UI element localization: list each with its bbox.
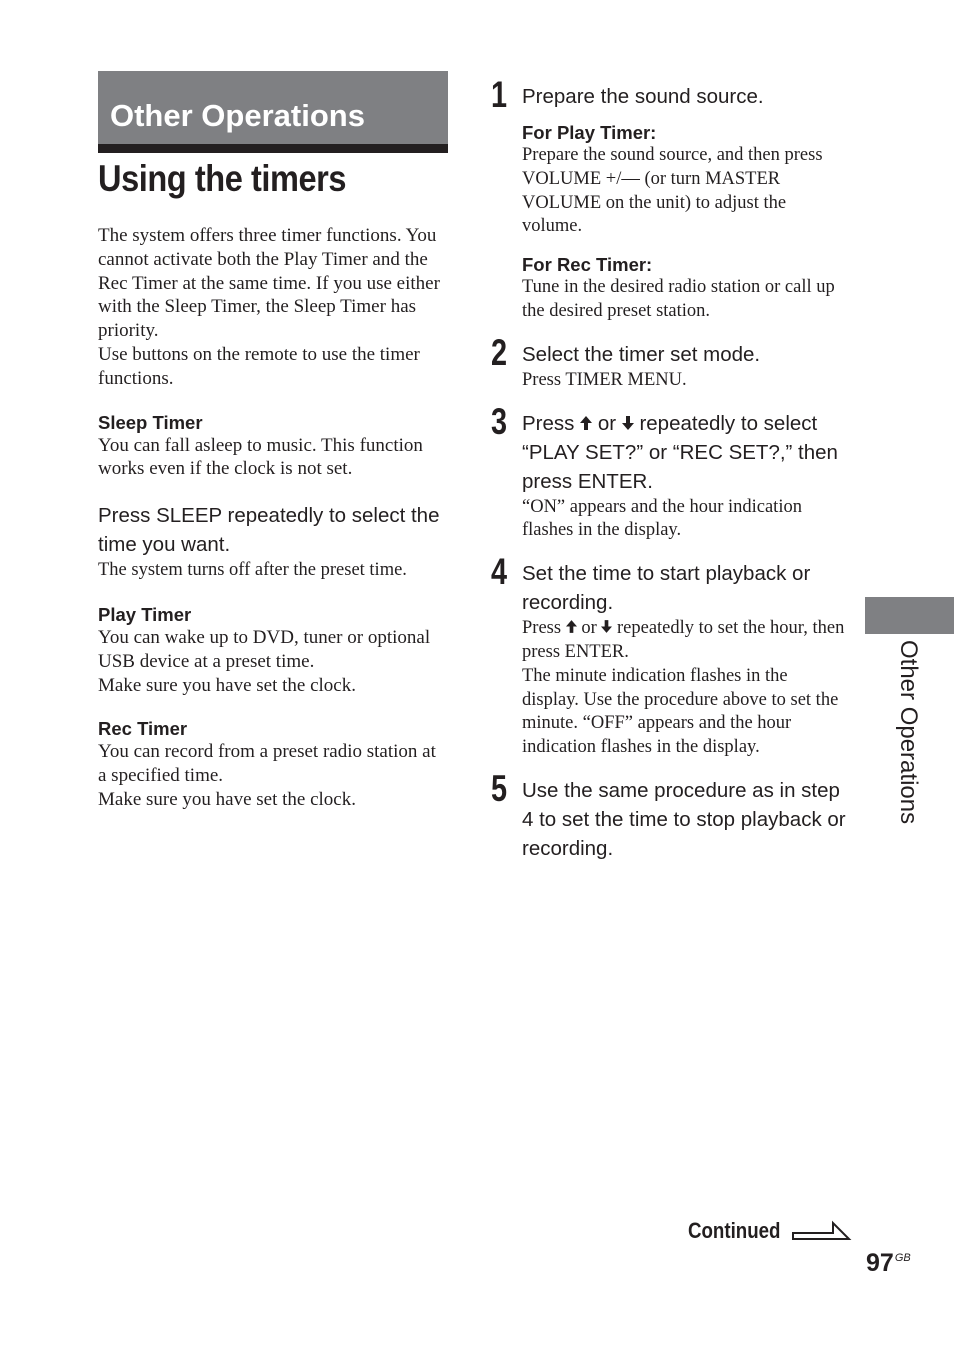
step-number: 3 (491, 400, 508, 442)
left-column (98, 224, 448, 828)
rec-timer-line: You can record from a preset radio station at a specified time. (98, 741, 436, 787)
sleep-timer-text: You can fall asleep to music. This function works even if the clock is not set. (98, 434, 423, 480)
step-number: 5 (491, 767, 508, 809)
play-timer-prep-heading: For Play Timer: (522, 122, 657, 143)
step-note: The minute indication flashes in the display. Use the procedure above to set the minute. “OFF” appears and the hour indication flashes in the display. (522, 665, 839, 758)
step-number: 1 (491, 74, 508, 115)
step-note-part: Press (522, 618, 562, 639)
step-text-part: repeatedly to select “PLAY SET?” or “REC SET?,” then press ENTER. (522, 411, 838, 493)
step-note-part: or (581, 618, 597, 639)
step-3 (491, 400, 847, 544)
step-text-part: or (597, 411, 617, 435)
up-arrow-icon (580, 416, 592, 430)
play-timer-prep (522, 121, 847, 239)
step-note: “ON” appears and the hour indication flashes in the display. (522, 496, 802, 541)
down-arrow-icon (622, 416, 634, 430)
rec-timer-prep (522, 253, 847, 324)
right-column (491, 74, 847, 879)
page-number-value: 97 (866, 1249, 894, 1277)
step-1 (491, 74, 847, 324)
intro-paragraph: Use buttons on the remote to use the timer functions. (98, 343, 420, 389)
step-note-part: repeatedly to set the hour, then press ENTER. (522, 618, 845, 662)
rec-timer-prep-heading: For Rec Timer: (522, 254, 653, 276)
play-timer-line: You can wake up to DVD, tuner or optional USB device at a preset time. (98, 626, 431, 672)
step-text-part: Press (522, 411, 575, 435)
step-text: Use the same procedure as in step 4 to set the time to stop playback or recording. (522, 778, 846, 860)
continued-arrow-icon (791, 1219, 853, 1243)
step-4 (491, 551, 847, 760)
step-5 (491, 767, 847, 863)
rec-timer-prep-text: Tune in the desired radio station or call up the desired preset station. (522, 277, 835, 321)
play-timer-heading: Play Timer (98, 603, 192, 625)
intro (98, 224, 448, 391)
step-note: Press TIMER MENU. (522, 369, 687, 390)
rec-timer-line: Make sure you have set the clock. (98, 788, 356, 810)
step-number: 2 (491, 331, 508, 373)
down-arrow-icon (601, 620, 612, 633)
up-arrow-icon (566, 620, 577, 633)
sleep-timer-heading: Sleep Timer (98, 411, 203, 433)
step-2 (491, 331, 847, 393)
side-tab-label: Other Operations (895, 640, 922, 825)
step-number: 4 (491, 551, 508, 593)
side-tab-marker (865, 597, 954, 634)
step-note (522, 617, 847, 665)
rec-timer-section (98, 717, 448, 811)
intro-paragraph: The system offers three timer functions. You cannot activate both the Play Timer and the Rec Timer at the same time. If you use either with the Sleep Timer, the Sleep Timer has priority. (98, 225, 440, 342)
continued-indicator (688, 1219, 853, 1243)
step-text: Select the timer set mode. (522, 342, 761, 366)
section-label: Other Operations (110, 98, 365, 133)
step-text (522, 409, 847, 496)
play-timer-line: Make sure you have set the clock. (98, 674, 356, 696)
play-timer-prep-text: Prepare the sound source, and then press VOLUME +/— (or turn MASTER VOLUME on the unit) to adjust the volume. (522, 145, 823, 237)
step-text: Prepare the sound source. (522, 85, 764, 108)
section-header-band (98, 71, 448, 153)
sleep-timer-section (98, 411, 448, 482)
play-timer-section (98, 603, 448, 697)
page-number (866, 1251, 911, 1276)
sleep-instruction-text: Press SLEEP repeatedly to select the time you want. (98, 504, 440, 557)
sleep-instruction-note: The system turns off after the preset time. (98, 560, 407, 581)
continued-label: Continued (688, 1218, 781, 1243)
page-title: Using the timers (98, 158, 347, 199)
rec-timer-heading: Rec Timer (98, 718, 188, 740)
page-number-suffix: GB (894, 1252, 911, 1264)
sleep-instruction (98, 501, 448, 583)
step-text: Set the time to start playback or recording. (522, 562, 811, 615)
